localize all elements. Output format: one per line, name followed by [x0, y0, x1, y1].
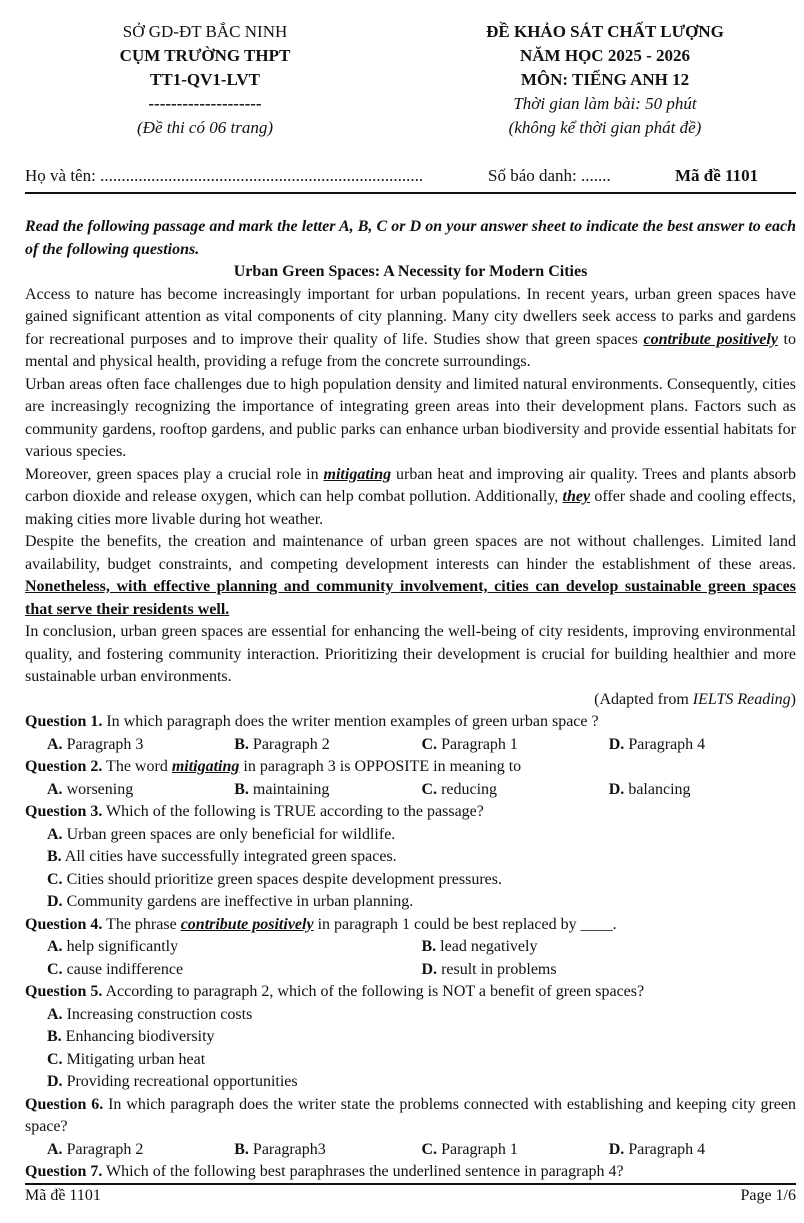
question-4-options-row1 — [25, 936, 796, 959]
question-4-options-row2 — [25, 959, 796, 982]
option-d[interactable]: D. balancing — [608, 780, 691, 798]
option-b[interactable]: B. All cities have successfully integrated green spaces. — [47, 848, 397, 865]
exam-content — [25, 216, 796, 1184]
question-5: Question 5. According to paragraph 2, which of the following is NOT a benefit of green spaces? — [25, 983, 645, 1000]
question-4: Question 4. The phrase contribute positively in paragraph 1 could be best replaced by ____. — [25, 915, 617, 933]
paragraph-2: Urban areas often face challenges due to high population density and limited natural environments. Consequently, cities are increasingly recognizing the importance of integrating green areas into their development plans. Factors such as community gardens, rooftop gardens, and public parks can enhance urban biodiversity and provide essential habitats for various species. — [25, 375, 796, 460]
question-3: Question 3. Which of the following is TRUE according to the passage? — [25, 803, 484, 820]
question-2: Question 2. The word mitigating in paragraph 3 is OPPOSITE in meaning to — [25, 758, 522, 775]
option-c[interactable]: C. cause indifference — [47, 960, 184, 978]
header-divider: -------------------- — [148, 94, 262, 113]
keyword-mitigating: mitigating — [323, 465, 392, 483]
option-b[interactable]: B. lead negatively — [421, 938, 538, 955]
page-number: Page 1/6 — [740, 1187, 796, 1204]
option-a[interactable]: A. Paragraph 3 — [47, 735, 144, 753]
header-left — [60, 20, 350, 140]
department-name: SỞ GD-ĐT BẮC NINH — [122, 22, 288, 41]
option-d[interactable]: D. Paragraph 4 — [608, 735, 706, 753]
option-c[interactable]: C. Paragraph 1 — [421, 1140, 518, 1158]
option-a[interactable]: A. Urban green spaces are only beneficial for wildlife. — [47, 825, 396, 843]
instruction: Read the following passage and mark the letter A, B, C or D on your answer sheet to indicate the best answer to each of the following questions. — [25, 218, 796, 258]
underlined-sentence: Nonetheless, with effective planning and community involvement, cities can develop sustainable green spaces that serve their residents well. — [25, 578, 796, 618]
option-a[interactable]: A. Increasing construction costs — [47, 1005, 253, 1023]
keyword-they: they — [562, 488, 591, 505]
option-a[interactable]: A. help significantly — [47, 938, 179, 955]
time-limit: Thời gian làm bài: 50 phút — [513, 94, 697, 113]
keyword-contribute-positively: contribute positively — [643, 330, 778, 348]
option-d[interactable]: D. Providing recreational opportunities — [47, 1073, 298, 1090]
school-cluster: CỤM TRƯỜNG THPT — [119, 46, 291, 65]
candidate-number-field: Số báo danh: ....... — [488, 166, 611, 185]
option-a[interactable]: A. Paragraph 2 — [47, 1140, 144, 1158]
footer-exam-code: Mã đề 1101 — [25, 1187, 101, 1204]
option-d[interactable]: D. result in problems — [421, 960, 557, 978]
option-b[interactable]: B. maintaining — [234, 780, 330, 798]
option-c[interactable]: C. Cities should prioritize green spaces despite development pressures. — [47, 870, 502, 888]
student-name-field: Họ và tên: ............................................................................ — [25, 166, 424, 185]
header-rule — [25, 192, 796, 194]
header-right — [440, 20, 770, 140]
question-6-options — [25, 1139, 796, 1162]
paragraph-1: Access to nature has become increasingly important for urban populations. In recent years, urban green spaces have gained significant attention as vital components of city planning. Many city dwellers seek access to parks and gardens for recreational purposes and to improve their quality of life. Studies show that green spaces contribute positively to mental and physical health, providing a refuge from the concrete surroundings. — [25, 285, 796, 370]
page-count-note: (Đề thi có 06 trang) — [137, 118, 273, 137]
question-1: Question 1. In which paragraph does the writer mention examples of green urban space ? — [25, 713, 599, 730]
option-b[interactable]: B. Paragraph 2 — [234, 735, 330, 753]
passage-title: Urban Green Spaces: A Necessity for Modern Cities — [233, 263, 588, 280]
paragraph-4: Despite the benefits, the creation and maintenance of urban green spaces are not without challenges. Limited land availability, budget constraints, and competing development interests can hinder the establishment of these areas. Nonetheless, with effective planning and community involvement, cities can develop sustainable green spaces that serve their residents well. — [25, 533, 796, 618]
subject: MÔN: TIẾNG ANH 12 — [520, 70, 690, 89]
exam-code: Mã đề 1101 — [675, 166, 759, 185]
exam-title: ĐỀ KHẢO SÁT CHẤT LƯỢNG — [486, 22, 724, 41]
question-7: Question 7. Which of the following best paraphrases the underlined sentence in paragraph 4? — [25, 1163, 624, 1180]
option-a[interactable]: A. worsening — [47, 780, 134, 798]
question-2-options — [25, 779, 796, 802]
school-year: NĂM HỌC 2025 - 2026 — [520, 46, 690, 65]
passage-source: (Adapted from IELTS Reading) — [594, 690, 796, 708]
option-c[interactable]: C. Paragraph 1 — [421, 735, 518, 753]
option-c[interactable]: C. Mitigating urban heat — [47, 1050, 206, 1068]
time-note: (không kể thời gian phát đề) — [508, 118, 702, 137]
paragraph-3: Moreover, green spaces play a crucial role in mitigating urban heat and improving air quality. Trees and plants absorb carbon dioxide and release oxygen, which can help combat pollution. Additionally, they offer shade and cooling effects, making cities more livable during hot weather. — [25, 465, 796, 528]
option-d[interactable]: D. Community gardens are ineffective in urban planning. — [47, 893, 414, 910]
question-1-options — [25, 734, 796, 757]
option-d[interactable]: D. Paragraph 4 — [608, 1140, 706, 1158]
school-codes: TT1-QV1-LVT — [150, 70, 260, 89]
option-b[interactable]: B. Enhancing biodiversity — [47, 1028, 215, 1045]
question-6: Question 6. In which paragraph does the writer state the problems connected with establishing and keeping city green space? — [25, 1095, 797, 1135]
footer-rule — [25, 1183, 796, 1185]
option-c[interactable]: C. reducing — [421, 780, 498, 798]
option-b[interactable]: B. Paragraph3 — [234, 1140, 326, 1158]
paragraph-5: In conclusion, urban green spaces are essential for enhancing the well-being of city residents, improving environmental quality, and fostering community interaction. Prioritizing their development is crucial for building healthier and more sustainable urban environments. — [25, 623, 796, 685]
